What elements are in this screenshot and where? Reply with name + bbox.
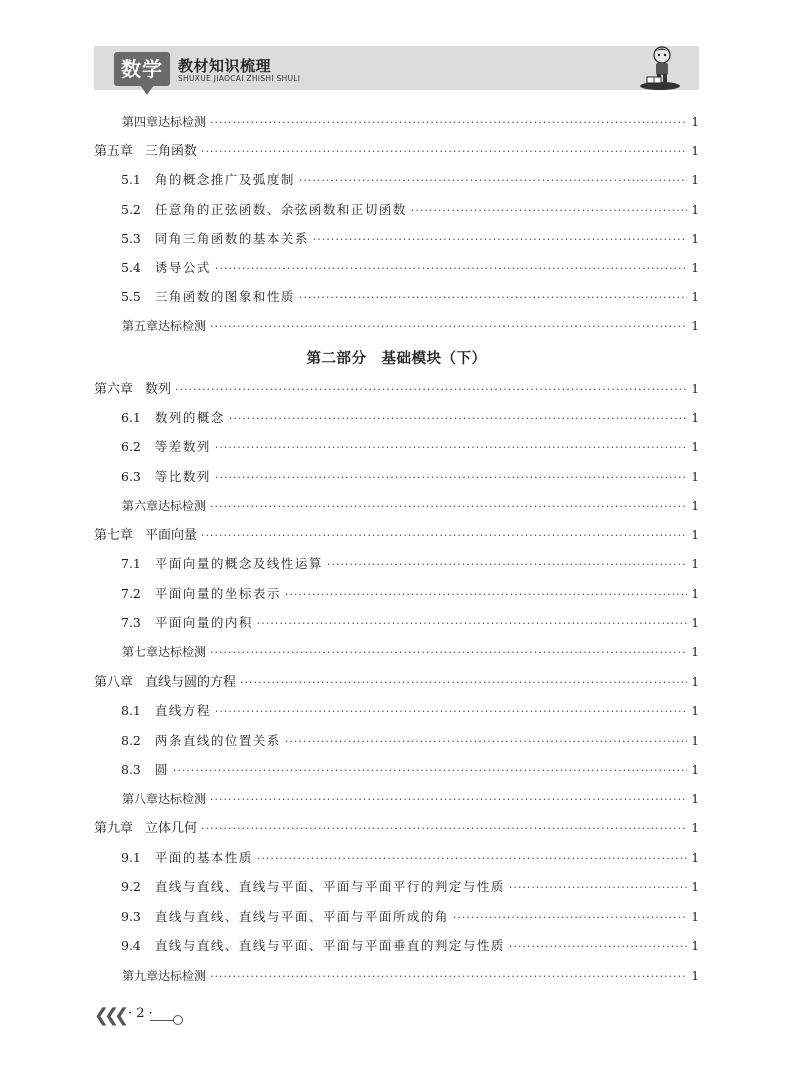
footer-arrows-icon: ❮❮❮ <box>94 1005 125 1026</box>
toc-dot-leader <box>173 761 687 780</box>
toc-entry-title: 平面的基本性质 <box>154 850 253 865</box>
toc-section-row <box>121 908 699 926</box>
toc-dot-leader <box>210 790 687 809</box>
footer-rule <box>150 1020 174 1021</box>
toc-entry-title: 平面向量的内积 <box>154 615 253 630</box>
toc-entry-title: 等比数列 <box>154 469 211 484</box>
toc-section-row <box>121 555 699 573</box>
toc-dot-leader <box>453 908 687 927</box>
toc-review-row <box>122 317 699 335</box>
toc-section-row <box>121 878 699 896</box>
toc-entry-number: 第七章 <box>94 528 134 543</box>
toc-entry-title: 直线与直线、直线与平面、平面与平面所成的角 <box>154 909 449 924</box>
toc-entry-title: 直线方程 <box>154 703 211 718</box>
toc-entry-title: 三角函数的图象和性质 <box>154 289 295 304</box>
toc-page-number: 1 <box>691 645 699 659</box>
toc-entry-title: 第八章达标检测 <box>122 792 207 806</box>
student-mascot-icon <box>638 44 684 92</box>
toc-section-row <box>121 468 699 486</box>
toc-entry-number: 9.2 <box>121 879 141 894</box>
toc-dot-leader <box>210 967 687 986</box>
toc-review-row <box>122 497 699 515</box>
toc-chapter-row <box>94 142 699 160</box>
toc-page-number: 1 <box>691 704 699 718</box>
toc-entry-number: 6.2 <box>121 439 141 454</box>
toc-page-number: 1 <box>691 173 699 187</box>
toc-entry-title: 平面向量的坐标表示 <box>154 586 281 601</box>
toc-dot-leader <box>201 820 687 838</box>
toc-dot-leader <box>210 497 687 516</box>
toc-review-row <box>122 967 699 985</box>
toc-chapter-row <box>94 819 699 837</box>
toc-dot-leader <box>285 732 687 751</box>
toc-page-number: 1 <box>691 734 699 748</box>
toc-entry-number: 8.3 <box>121 762 141 777</box>
toc-chapter-row <box>94 526 699 544</box>
toc-dot-leader <box>257 614 687 633</box>
toc-dot-leader <box>201 527 687 545</box>
toc-entry-number: 5.2 <box>121 202 141 217</box>
toc-review-row <box>122 790 699 808</box>
toc-dot-leader <box>215 468 687 487</box>
toc-dot-leader <box>201 143 687 161</box>
toc-entry-number: 7.1 <box>121 556 141 571</box>
toc-review-row <box>122 113 699 131</box>
toc-dot-leader <box>215 438 687 457</box>
toc-entry-title: 等差数列 <box>154 439 211 454</box>
toc-section-row <box>121 409 699 427</box>
toc-page-number: 1 <box>691 382 699 396</box>
toc-entry-number: 9.1 <box>121 850 141 865</box>
toc-page-number: 1 <box>691 144 699 158</box>
toc-section-row <box>121 201 699 219</box>
toc-page-number: 1 <box>691 411 699 425</box>
toc-entry-title: 第九章达标检测 <box>122 969 207 983</box>
toc-page-number: 1 <box>691 939 699 953</box>
toc-entry-number: 8.2 <box>121 733 141 748</box>
toc-dot-leader <box>509 878 687 897</box>
toc-section-row <box>121 288 699 306</box>
toc-page-number: 1 <box>691 587 699 601</box>
toc-dot-leader <box>175 381 687 399</box>
toc-dot-leader <box>210 643 687 662</box>
toc-chapter-row <box>94 380 699 398</box>
toc-page-number: 1 <box>691 557 699 571</box>
toc-dot-leader <box>299 171 687 190</box>
toc-page-number: 1 <box>691 319 699 333</box>
toc-entry-number: 9.4 <box>121 938 141 953</box>
toc-page-number: 1 <box>691 232 699 246</box>
toc-page-number: 1 <box>691 880 699 894</box>
toc-page-number: 1 <box>691 675 699 689</box>
toc-dot-leader <box>285 585 687 604</box>
toc-entry-title: 诱导公式 <box>154 260 211 275</box>
brand-pointer <box>140 85 154 95</box>
toc-entry-number: 6.3 <box>121 469 141 484</box>
brand-label: 数学 <box>114 52 170 86</box>
toc-page-number: 1 <box>691 969 699 983</box>
toc-entry-title: 数列的概念 <box>154 410 225 425</box>
toc-page-number: 1 <box>691 821 699 835</box>
toc-entry-title: 两条直线的位置关系 <box>154 733 281 748</box>
toc-entry-number: 9.3 <box>121 909 141 924</box>
toc-chapter-row <box>94 673 699 691</box>
toc-page-number: 1 <box>691 115 699 129</box>
toc-dot-leader <box>411 201 687 220</box>
toc-section-row <box>121 761 699 779</box>
toc-dot-leader <box>257 849 687 868</box>
toc-entry-title: 第七章达标检测 <box>122 645 207 659</box>
toc-entry-number: 第九章 <box>94 821 134 836</box>
toc-entry-title: 第六章达标检测 <box>122 499 207 513</box>
toc-page-number: 1 <box>691 763 699 777</box>
part-title: 第二部分 基础模块（下） <box>306 351 487 367</box>
toc-section-row <box>121 849 699 867</box>
toc-section-row <box>121 702 699 720</box>
toc-page-number: 1 <box>691 261 699 275</box>
toc-entry-title: 平面向量 <box>145 528 198 543</box>
toc-entry-title: 直线与圆的方程 <box>145 675 237 690</box>
toc-section-row <box>121 438 699 456</box>
toc-page-number: 1 <box>691 792 699 806</box>
toc-page-number: 1 <box>691 616 699 630</box>
toc-entry-title: 同角三角函数的基本关系 <box>154 231 309 246</box>
toc-entry-number: 5.5 <box>121 289 141 304</box>
toc-dot-leader <box>229 409 687 428</box>
toc-page-number: 1 <box>691 910 699 924</box>
toc-entry-number: 第五章 <box>94 144 134 159</box>
footer-circle-icon <box>173 1015 183 1025</box>
toc-section-row <box>121 230 699 248</box>
toc-section-row <box>121 585 699 603</box>
toc-entry-title: 任意角的正弦函数、余弦函数和正切函数 <box>154 202 407 217</box>
toc-dot-leader <box>210 317 687 336</box>
toc-page-number: 1 <box>691 528 699 542</box>
toc-page-number: 1 <box>691 203 699 217</box>
toc-entry-title: 第五章达标检测 <box>122 319 207 333</box>
toc-section-row <box>121 732 699 750</box>
toc-section-row <box>121 937 699 955</box>
toc-page-number: 1 <box>691 851 699 865</box>
toc-entry-number: 5.4 <box>121 260 141 275</box>
toc-entry-number: 5.3 <box>121 231 141 246</box>
toc-entry-number: 8.1 <box>121 703 141 718</box>
toc-dot-leader <box>215 259 687 278</box>
toc-entry-number: 7.2 <box>121 586 141 601</box>
page-number: · 2 · <box>128 1006 153 1021</box>
toc-section-row <box>121 171 699 189</box>
toc-entry-title: 直线与直线、直线与平面、平面与平面平行的判定与性质 <box>154 879 505 894</box>
toc-entry-title: 三角函数 <box>145 144 198 159</box>
toc-dot-leader <box>215 702 687 721</box>
toc-entry-title: 第四章达标检测 <box>122 115 207 129</box>
toc-dot-leader <box>210 113 687 132</box>
header-subtitle: SHUXUE JIAOCAI ZHISHI SHULI <box>178 74 301 83</box>
toc-entry-title: 圆 <box>154 762 169 777</box>
toc-page-number: 1 <box>691 290 699 304</box>
toc-entry-title: 数列 <box>145 382 172 397</box>
toc-entry-number: 第八章 <box>94 675 134 690</box>
toc-dot-leader <box>299 288 687 307</box>
header-title: 教材知识梳理 <box>178 57 272 75</box>
toc-dot-leader <box>240 674 687 692</box>
toc-entry-title: 直线与直线、直线与平面、平面与平面垂直的判定与性质 <box>154 938 505 953</box>
toc-entry-number: 第六章 <box>94 382 134 397</box>
toc-entry-title: 平面向量的概念及线性运算 <box>154 556 323 571</box>
toc-section-row <box>121 614 699 632</box>
toc-page-number: 1 <box>691 499 699 513</box>
toc-page-number: 1 <box>691 440 699 454</box>
toc-entry-number: 6.1 <box>121 410 141 425</box>
toc-dot-leader <box>327 555 687 574</box>
toc-dot-leader <box>313 230 687 249</box>
toc-page-number: 1 <box>691 470 699 484</box>
toc-entry-title: 角的概念推广及弧度制 <box>154 172 295 187</box>
toc-entry-title: 立体几何 <box>145 821 198 836</box>
toc-dot-leader <box>509 937 687 956</box>
toc-review-row <box>122 643 699 661</box>
toc-section-row <box>121 259 699 277</box>
toc-entry-number: 7.3 <box>121 615 141 630</box>
toc-entry-number: 5.1 <box>121 172 141 187</box>
